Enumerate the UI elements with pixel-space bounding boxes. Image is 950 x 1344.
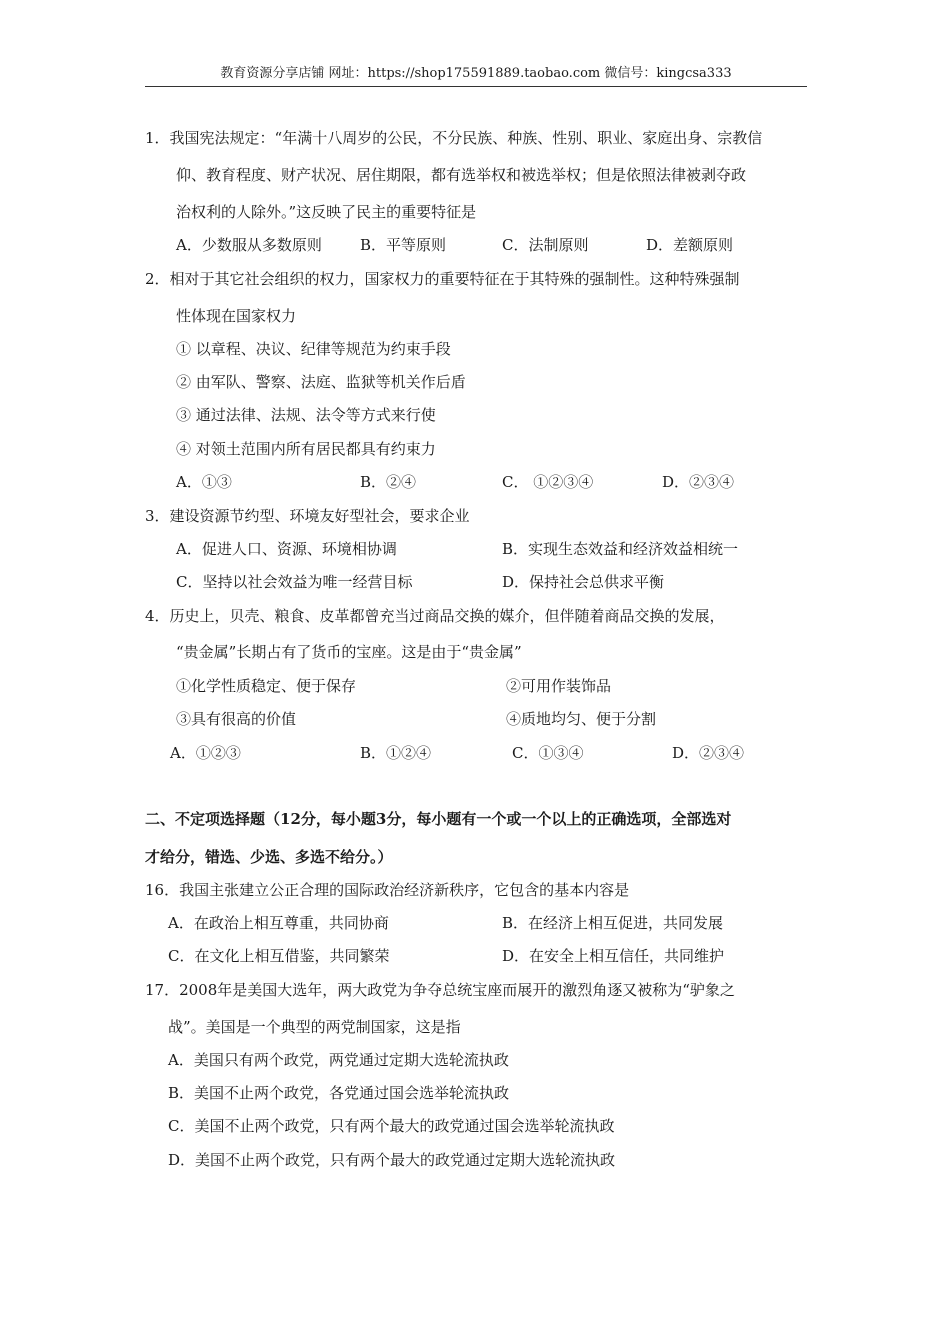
- q3-option-a: A．促进人口、资源、环境相协调: [176, 540, 397, 558]
- q3-option-d: D．保持社会总供求平衡: [502, 573, 665, 591]
- q16-option-b: B．在经济上相互促进，共同发展: [502, 914, 724, 932]
- q1-stem-line3: 治权利的人除外。”这反映了民主的重要特征是: [176, 203, 477, 221]
- q17-stem-line1: 17．2008年是美国大选年，两大政党为争夺总统宝座而展开的激烈角逐又被称为“驴象之: [145, 981, 735, 999]
- q4-stem-line2: “贵金属”长期占有了货币的宝座。这是由于“贵金属”: [176, 643, 522, 661]
- q16-option-d: D．在安全上相互信任，共同维护: [502, 947, 725, 965]
- q4-option-b: B．①②④: [360, 744, 432, 762]
- q4-item-2: ②可用作装饰品: [506, 677, 612, 695]
- q17-option-a: A．美国只有两个政党，两党通过定期大选轮流执政: [168, 1051, 509, 1069]
- q2-option-c: C． ①②③④: [502, 473, 594, 491]
- q4-item-3: ③具有很高的价值: [176, 710, 297, 728]
- q4-option-d: D．②③④: [672, 744, 745, 762]
- q2-item-1: ① 以章程、决议、纪律等规范为约束手段: [176, 340, 451, 358]
- q1-option-d: D．差额原则: [646, 236, 734, 254]
- q3-stem: 3．建设资源节约型、环境友好型社会，要求企业: [145, 507, 470, 525]
- q2-item-3: ③ 通过法律、法规、法令等方式来行使: [176, 406, 436, 424]
- q1-option-a: A．少数服从多数原则: [176, 236, 322, 254]
- q2-stem-line1: 2．相对于其它社会组织的权力，国家权力的重要特征在于其特殊的强制性。这种特殊强制: [145, 270, 740, 288]
- q17-option-d: D．美国不止两个政党，只有两个最大的政党通过定期大选轮流执政: [168, 1151, 616, 1169]
- q2-item-4: ④ 对领土范围内所有居民都具有约束力: [176, 440, 436, 458]
- q2-item-2: ② 由军队、警察、法庭、监狱等机关作后盾: [176, 373, 466, 391]
- q17-option-b: B．美国不止两个政党，各党通过国会选举轮流执政: [168, 1084, 510, 1102]
- q4-option-a: A．①②③: [170, 744, 241, 762]
- q4-item-4: ④质地均匀、便于分割: [506, 710, 657, 728]
- q1-stem-line1: 1．我国宪法规定：“年满十八周岁的公民，不分民族、种族、性别、职业、家庭出身、宗教信: [145, 129, 763, 147]
- q16-option-c: C．在文化上相互借鉴，共同繁荣: [168, 947, 390, 965]
- q17-option-c: C．美国不止两个政党，只有两个最大的政党通过国会选举轮流执政: [168, 1117, 615, 1135]
- q1-stem-line2: 仰、教育程度、财产状况、居住期限，都有选举权和被选举权；但是依照法律被剥夺政: [176, 166, 747, 184]
- q1-option-c: C．法制原则: [502, 236, 589, 254]
- q4-item-1: ①化学性质稳定、便于保存: [176, 677, 357, 695]
- q2-option-a: A．①③: [176, 473, 232, 491]
- section2-heading-line2: 才给分，错选、少选、多选不给分。）: [145, 848, 393, 866]
- q2-option-d: D．②③④: [662, 473, 735, 491]
- q2-stem-line2: 性体现在国家权力: [176, 307, 297, 325]
- q3-option-b: B．实现生态效益和经济效益相统一: [502, 540, 739, 558]
- q3-option-c: C．坚持以社会效益为唯一经营目标: [176, 573, 413, 591]
- page-header: 教育资源分享店铺 网址：https://shop175591889.taobao.com 微信号：kingcsa333: [145, 64, 807, 87]
- q16-stem: 16．我国主张建立公正合理的国际政治经济新秩序，它包含的基本内容是: [145, 881, 630, 899]
- q16-option-a: A．在政治上相互尊重，共同协商: [168, 914, 389, 932]
- q2-option-b: B．②④: [360, 473, 417, 491]
- q17-stem-line2: 战”。美国是一个典型的两党制国家，这是指: [168, 1018, 461, 1036]
- q4-option-c: C．①③④: [512, 744, 584, 762]
- q4-stem-line1: 4．历史上，贝壳、粮食、皮革都曾充当过商品交换的媒介，但伴随着商品交换的发展，: [145, 607, 725, 625]
- q1-option-b: B．平等原则: [360, 236, 447, 254]
- section2-heading-line1: 二、不定项选择题（12分，每小题3分，每小题有一个或一个以上的正确选项，全部选对: [145, 810, 732, 828]
